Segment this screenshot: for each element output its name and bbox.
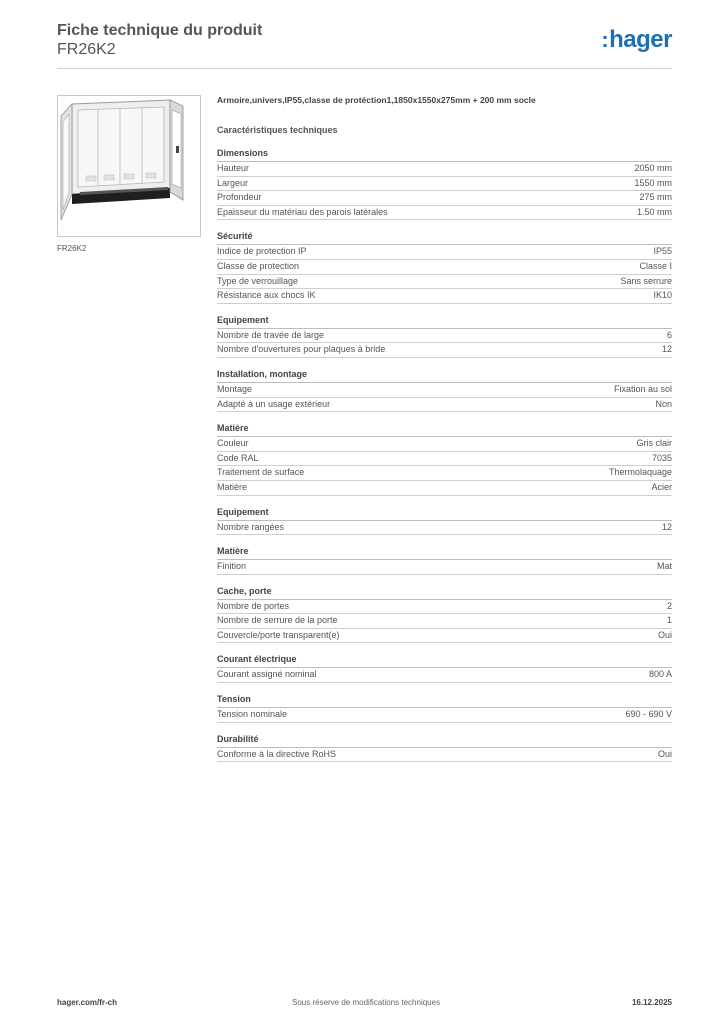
spec-row bbox=[217, 329, 672, 344]
spec-row bbox=[217, 245, 672, 260]
spec-label: Montage bbox=[217, 383, 253, 394]
spec-label: Matière bbox=[217, 481, 248, 492]
footer-date: 16.12.2025 bbox=[631, 998, 672, 1007]
spec-row bbox=[217, 206, 672, 221]
image-caption: FR26K2 bbox=[57, 244, 87, 253]
spec-value: Gris clair bbox=[636, 438, 672, 449]
spec-section bbox=[217, 422, 672, 495]
spec-row bbox=[217, 614, 672, 629]
spec-value: Oui bbox=[657, 629, 672, 640]
spec-row bbox=[217, 629, 672, 644]
spec-value: IK10 bbox=[653, 290, 672, 301]
spec-value: 12 bbox=[661, 521, 672, 532]
spec-row bbox=[217, 600, 672, 615]
page-header bbox=[57, 20, 672, 69]
spec-section bbox=[217, 585, 672, 644]
spec-row bbox=[217, 437, 672, 452]
section-title: Matière bbox=[217, 545, 672, 560]
section-title: Equipement bbox=[217, 506, 672, 521]
spec-value: Acier bbox=[651, 481, 672, 492]
spec-value: Classe I bbox=[639, 260, 672, 271]
spec-row bbox=[217, 260, 672, 275]
spec-row bbox=[217, 668, 672, 683]
spec-label: Courant assigné nominal bbox=[217, 669, 317, 680]
spec-value: 800 A bbox=[648, 669, 672, 680]
spec-value: 7035 bbox=[651, 452, 672, 463]
spec-content bbox=[217, 95, 672, 772]
section-title: Installation, montage bbox=[217, 368, 672, 383]
spec-section bbox=[217, 506, 672, 536]
spec-label: Traitement de surface bbox=[217, 467, 305, 478]
spec-section bbox=[217, 368, 672, 412]
spec-value: 275 mm bbox=[639, 192, 672, 203]
spec-row bbox=[217, 191, 672, 206]
spec-value: Mat bbox=[656, 561, 672, 572]
spec-label: Profondeur bbox=[217, 192, 262, 203]
section-title: Courant électrique bbox=[217, 653, 672, 668]
spec-value: Thermolaquage bbox=[608, 467, 672, 478]
spec-section bbox=[217, 653, 672, 683]
spec-value: 2 bbox=[666, 600, 672, 611]
product-image bbox=[57, 95, 201, 237]
spec-label: Classe de protection bbox=[217, 260, 300, 271]
spec-label: Couleur bbox=[217, 438, 249, 449]
spec-label: Nombre de portes bbox=[217, 600, 290, 611]
spec-row bbox=[217, 343, 672, 358]
footer-website-link[interactable]: hager.com/fr-ch bbox=[57, 998, 118, 1007]
spec-section bbox=[217, 230, 672, 303]
spec-value: Non bbox=[655, 398, 672, 409]
product-description: Armoire,univers,IP55,classe de protéction1,1850x1550x275mm + 200 mm socle bbox=[217, 95, 536, 105]
spec-label: Hauteur bbox=[217, 163, 250, 173]
spec-label: Nombre d'ouvertures pour plaques à bride bbox=[217, 344, 386, 355]
section-title: Matière bbox=[217, 422, 672, 437]
section-title: Equipement bbox=[217, 314, 672, 329]
spec-row bbox=[217, 481, 672, 496]
spec-label: Résistance aux chocs IK bbox=[217, 290, 316, 301]
spec-row bbox=[217, 275, 672, 290]
cabinet-illustration bbox=[58, 96, 200, 236]
spec-value: Fixation au sol bbox=[613, 383, 672, 394]
spec-label: Largeur bbox=[217, 177, 249, 188]
spec-label: Nombre rangées bbox=[217, 521, 285, 532]
spec-row bbox=[217, 521, 672, 536]
product-code: FR26K2 bbox=[57, 41, 116, 58]
spec-section bbox=[217, 545, 672, 575]
spec-label: Code RAL bbox=[217, 452, 259, 463]
spec-value: 690 - 690 V bbox=[625, 709, 672, 720]
footer-notice: Sous réserve de modifications techniques bbox=[292, 998, 441, 1007]
section-title: Durabilité bbox=[217, 733, 672, 748]
spec-value: 1550 mm bbox=[634, 177, 672, 188]
spec-value: 12 bbox=[661, 344, 672, 355]
tech-characteristics-title: Caractéristiques techniques bbox=[217, 125, 338, 135]
spec-label: Nombre de travée de large bbox=[217, 329, 325, 340]
section-title: Dimensions bbox=[217, 147, 672, 162]
spec-row bbox=[217, 398, 672, 413]
hager-logo: :hager bbox=[601, 26, 672, 53]
spec-row bbox=[217, 162, 672, 177]
section-title: Tension bbox=[217, 693, 672, 708]
spec-value: Sans serrure bbox=[620, 275, 672, 286]
spec-label: Indice de protection IP bbox=[217, 246, 307, 257]
spec-row bbox=[217, 466, 672, 481]
spec-row bbox=[217, 177, 672, 192]
spec-label: Type de verrouillage bbox=[217, 275, 299, 286]
spec-value: 6 bbox=[666, 329, 672, 340]
spec-row bbox=[217, 748, 672, 763]
spec-row bbox=[217, 452, 672, 467]
spec-label: Epaisseur du matériau des parois latérales bbox=[217, 206, 388, 217]
spec-value: 2050 mm bbox=[634, 163, 672, 173]
spec-value: Oui bbox=[657, 748, 672, 759]
page-title: Fiche technique du produit bbox=[57, 22, 263, 39]
section-title: Sécurité bbox=[217, 230, 672, 245]
section-title: Cache, porte bbox=[217, 585, 672, 600]
spec-row bbox=[217, 708, 672, 723]
spec-label: Tension nominale bbox=[217, 709, 288, 720]
spec-value: IP55 bbox=[653, 246, 672, 257]
spec-row bbox=[217, 383, 672, 398]
spec-label: Conforme à la directive RoHS bbox=[217, 748, 337, 759]
spec-section bbox=[217, 147, 672, 220]
spec-label: Couvercle/porte transparent(e) bbox=[217, 629, 340, 640]
spec-section bbox=[217, 733, 672, 763]
spec-label: Nombre de serrure de la porte bbox=[217, 615, 338, 626]
spec-row bbox=[217, 560, 672, 575]
spec-label: Finition bbox=[217, 561, 247, 572]
spec-value: 1 bbox=[666, 615, 672, 626]
spec-row bbox=[217, 289, 672, 304]
spec-section bbox=[217, 693, 672, 723]
spec-section bbox=[217, 314, 672, 358]
spec-label: Adapté à un usage extérieur bbox=[217, 398, 331, 409]
spec-value: 1.50 mm bbox=[636, 206, 672, 217]
